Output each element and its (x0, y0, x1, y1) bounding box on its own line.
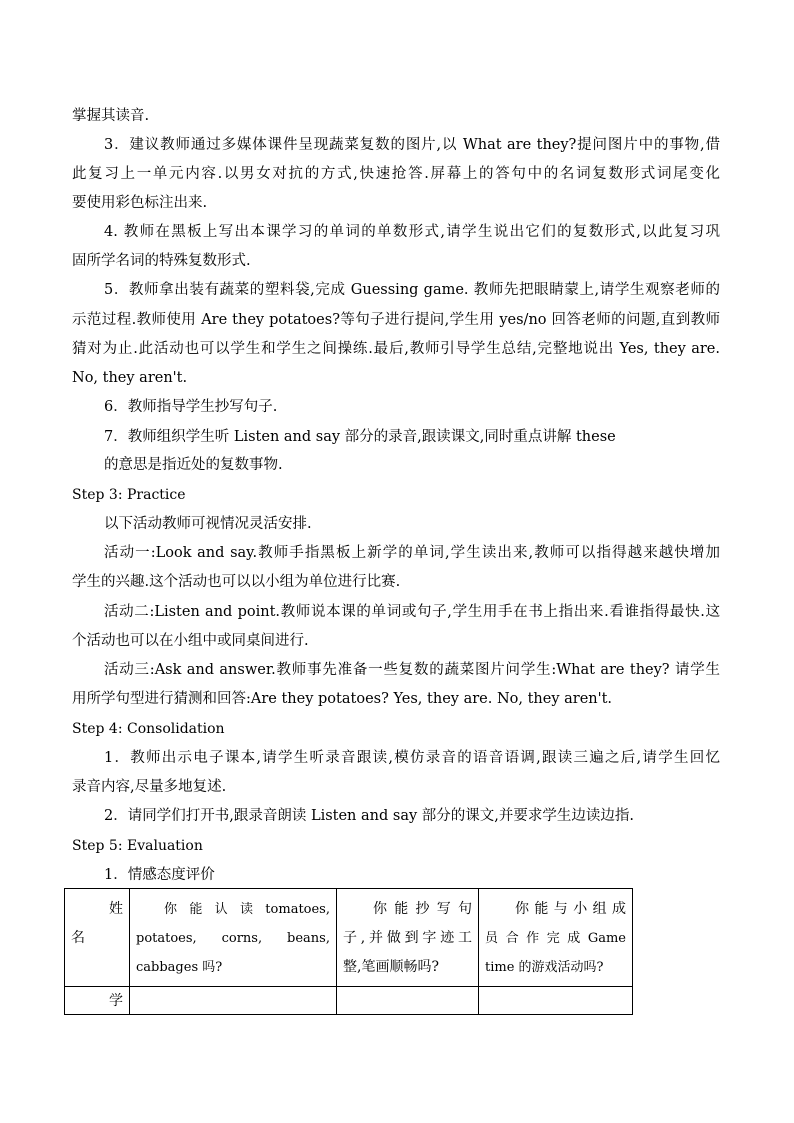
text-line: 1．教师出示电子课本,请学生听录音跟读,模仿录音的语音语调,跟读三遍之后,请学生回忆 (104, 750, 720, 766)
cell-text: cabbages 吗? (136, 960, 223, 975)
text-line: 活动三:Ask and answer.教师事先准备一些复数的蔬菜图片问学生:What are they? 请学生 (104, 662, 720, 678)
text-line: 以下活动教师可视情况灵活安排. (104, 516, 312, 532)
cell-text: time 的游戏活动吗? (485, 960, 604, 975)
section-heading: Step 5: Evaluation (72, 838, 203, 854)
table-header-row (65, 889, 633, 987)
text-line: 1．情感态度评价 (104, 867, 215, 883)
cell-text: 姓 (109, 901, 123, 917)
table-cell-question-2 (337, 889, 479, 987)
table-cell (337, 987, 479, 1015)
table-cell-name-header (65, 889, 130, 987)
text-line: 的意思是指近处的复数事物. (104, 457, 283, 473)
cell-text: 名 (71, 930, 85, 946)
text-line: 用所学句型进行猜测和回答:Are they potatoes? Yes, they are. No, they aren't. (72, 691, 613, 707)
text-line: 此复习上一单元内容.以男女对抗的方式,快速抢答.屏幕上的答句中的名词复数形式词尾变化 (72, 166, 720, 182)
text-line: No, they aren't. (72, 370, 188, 386)
text-line: 活动二:Listen and point.教师说本课的单词或句子,学生用手在书上指出来.看谁指得最快.这 (104, 604, 720, 620)
cell-text: 员 合 作 完 成 Game (485, 931, 626, 946)
text-line: 7．教师组织学生听 Listen and say 部分的录音,跟读课文,同时重点讲解 these (104, 429, 616, 445)
section-heading: Step 3: Practice (72, 487, 186, 503)
cell-text: potatoes, corns, beans, (136, 931, 330, 946)
cell-text: 你能抄写句 (373, 901, 472, 917)
cell-text: 你能与小组成 (515, 901, 626, 917)
table-cell-question-1 (130, 889, 337, 987)
table-cell (65, 987, 130, 1015)
text-line: 掌握其读音. (72, 108, 150, 124)
text-line: 3．建议教师通过多媒体课件呈现蔬菜复数的图片,以 What are they?提问图片中的事物,借 (104, 137, 720, 153)
section-heading: Step 4: Consolidation (72, 721, 225, 737)
text-line: 5．教师拿出装有蔬菜的塑料袋,完成 Guessing game. 教师先把眼睛蒙上,请学生观察老师的 (104, 282, 720, 298)
text-line: 2．请同学们打开书,跟录音朗读 Listen and say 部分的课文,并要求学生边读边指. (104, 808, 634, 824)
text-line: 活动一:Look and say.教师手指黑板上新学的单词,学生读出来,教师可以指得越来越快增加 (104, 545, 720, 561)
text-line: 要使用彩色标注出来. (72, 195, 208, 211)
table-cell (479, 987, 633, 1015)
evaluation-table (64, 888, 633, 1015)
table-cell-question-3 (479, 889, 633, 987)
text-line: 4. 教师在黑板上写出本课学习的单词的单数形式,请学生说出它们的复数形式,以此复习巩 (104, 224, 720, 240)
text-line: 6．教师指导学生抄写句子. (104, 399, 278, 415)
text-line: 猜对为止.此活动也可以学生和学生之间操练.最后,教师引导学生总结,完整地说出 Yes, they are. (72, 341, 720, 357)
text-line: 学生的兴趣.这个活动也可以以小组为单位进行比赛. (72, 574, 401, 590)
cell-text: 整,笔画顺畅吗? (343, 959, 439, 975)
table-row (65, 987, 633, 1015)
cell-text: 你 能 认 读 tomatoes, (164, 902, 330, 917)
table-cell (130, 987, 337, 1015)
text-line: 个活动也可以在小组中或同桌间进行. (72, 633, 309, 649)
text-line: 录音内容,尽量多地复述. (72, 779, 227, 795)
text-line: 固所学名词的特殊复数形式. (72, 253, 251, 269)
text-line: 示范过程.教师使用 Are they potatoes?等句子进行提问,学生用 yes/no 回答老师的问题,直到教师 (72, 312, 720, 328)
cell-text: 子,并做到字迹工 (343, 930, 472, 946)
cell-text: 学 (109, 993, 123, 1009)
